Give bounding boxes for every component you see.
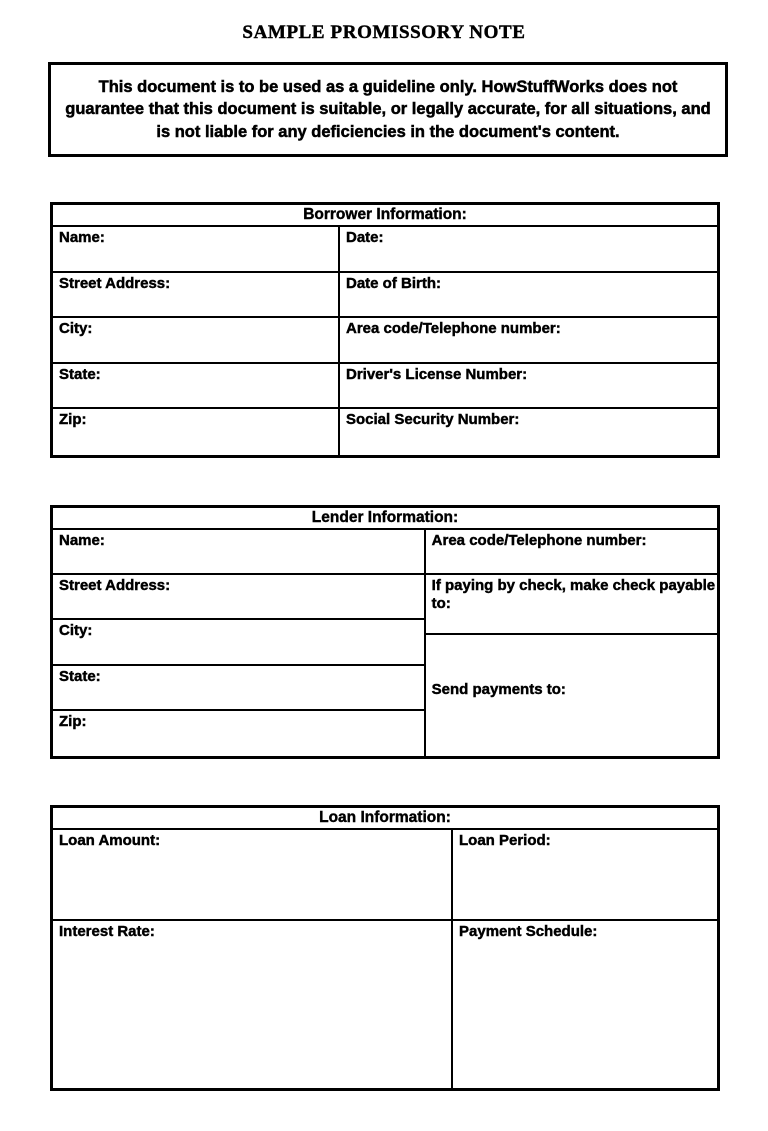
loan-field-payment-schedule[interactable]: Payment Schedule: bbox=[459, 922, 598, 940]
lender-information-table bbox=[50, 505, 720, 759]
lender-field-zip[interactable]: Zip: bbox=[59, 712, 87, 730]
borrower-field-name[interactable]: Name: bbox=[53, 227, 338, 273]
borrower-field-ssn[interactable]: Social Security Number: bbox=[346, 411, 520, 429]
borrower-right-column bbox=[338, 227, 717, 455]
borrower-field-zip[interactable]: Zip: bbox=[59, 411, 87, 429]
loan-right-column bbox=[451, 830, 717, 1088]
loan-table-body bbox=[53, 830, 717, 1088]
borrower-table-body bbox=[53, 227, 717, 455]
lender-table-header: Lender Information: bbox=[53, 508, 717, 530]
lender-left-column bbox=[53, 530, 424, 756]
borrower-information-table bbox=[50, 202, 720, 458]
borrower-field-date-of-birth[interactable]: Date of Birth: bbox=[340, 273, 717, 319]
borrower-table-header: Borrower Information: bbox=[53, 205, 717, 227]
disclaimer-box bbox=[48, 62, 728, 157]
loan-field-interest-rate[interactable]: Interest Rate: bbox=[59, 922, 155, 940]
borrower-field-state[interactable]: State: bbox=[53, 364, 338, 410]
lender-field-city[interactable]: City: bbox=[53, 620, 424, 665]
loan-information-table bbox=[50, 805, 720, 1091]
borrower-field-date[interactable]: Date: bbox=[340, 227, 717, 273]
page-title: SAMPLE PROMISSORY NOTE bbox=[242, 22, 526, 43]
borrower-field-drivers-license[interactable]: Driver's License Number: bbox=[340, 364, 717, 410]
lender-field-telephone[interactable]: Area code/Telephone number: bbox=[426, 530, 717, 575]
lender-field-send-payments-to[interactable]: Send payments to: bbox=[431, 680, 566, 698]
loan-table-header: Loan Information: bbox=[53, 808, 717, 830]
lender-right-column bbox=[424, 530, 717, 756]
lender-field-check-payable-to[interactable]: If paying by check, make check payable to: bbox=[426, 575, 717, 635]
loan-field-loan-period[interactable]: Loan Period: bbox=[453, 830, 717, 921]
lender-table-body bbox=[53, 530, 717, 756]
disclaimer-text: This document is to be used as a guideline only. HowStuffWorks does not guarantee that this document is suitable, or legally accurate, for all situations, and is not liable for any deficiencies in the document's content. bbox=[65, 77, 711, 141]
lender-field-state[interactable]: State: bbox=[53, 666, 424, 711]
loan-left-column bbox=[53, 830, 451, 1088]
lender-field-name[interactable]: Name: bbox=[53, 530, 424, 575]
loan-field-loan-amount[interactable]: Loan Amount: bbox=[53, 830, 451, 921]
borrower-field-street-address[interactable]: Street Address: bbox=[53, 273, 338, 319]
borrower-field-telephone[interactable]: Area code/Telephone number: bbox=[340, 318, 717, 364]
borrower-field-city[interactable]: City: bbox=[53, 318, 338, 364]
lender-field-street-address[interactable]: Street Address: bbox=[53, 575, 424, 620]
borrower-left-column bbox=[53, 227, 338, 455]
